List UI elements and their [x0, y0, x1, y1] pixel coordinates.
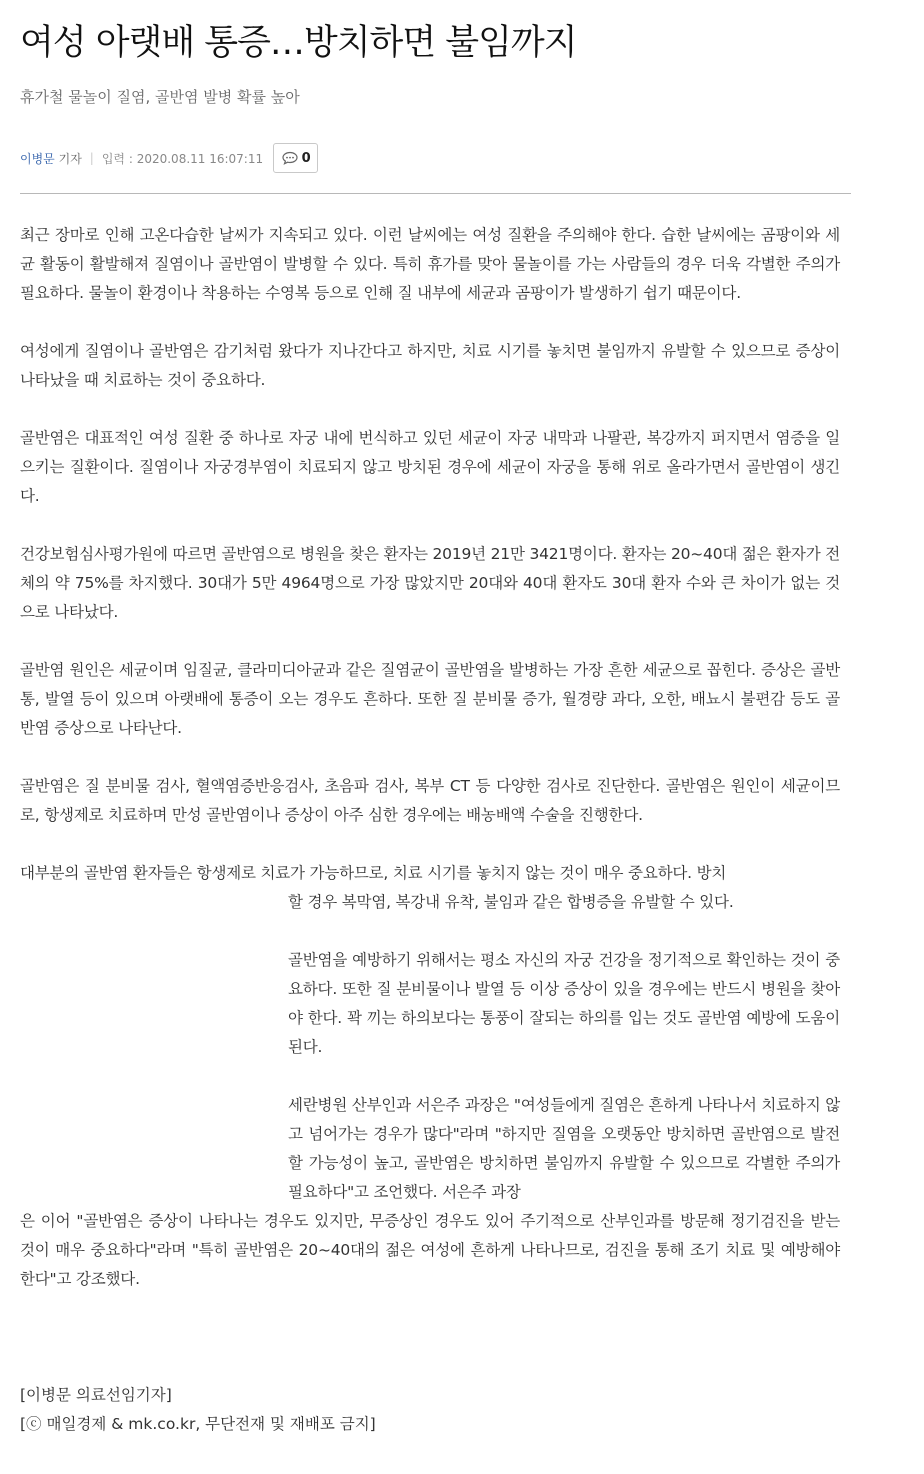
article-credit [20, 1381, 376, 1439]
reporter-byline[interactable] [20, 150, 82, 167]
article-meta [20, 142, 318, 174]
comment-count: 0 [301, 150, 311, 166]
reporter-credit: [이병문 의료선임기자] [20, 1386, 172, 1404]
article-paragraph: 골반염 원인은 세균이며 임질균, 클라미디아균과 같은 질염균이 골반염을 발병하는 가장 흔한 세균으로 꼽힌다. 증상은 골반통, 발열 등이 있으며 아랫배에 통증이 오는 경우도 흔하다. 또한 질 분비물 증가, 월경량 과다, 오한, 배뇨시 불편감 등도 골반염 증상으로 나타난다. [20, 661, 840, 737]
header-divider [20, 193, 851, 194]
paragraph-line: 대부분의 골반염 환자들은 항생제로 치료가 가능하므로, 치료 시기를 놓치지 않는 것이 매우 중요하다. 방치 [20, 864, 727, 882]
copyright-notice: [ⓒ 매일경제 & mk.co.kr, 무단전재 및 재배포 금지] [20, 1415, 376, 1433]
article-headline: 여성 아랫배 통증…방치하면 불임까지 [20, 23, 577, 63]
article-body [20, 221, 840, 1294]
article-paragraph: 골반염은 질 분비물 검사, 혈액염증반응검사, 초음파 검사, 복부 CT 등 다양한 검사로 진단한다. 골반염은 원인이 세균이므로, 항생제로 치료하며 만성 골반염이나 증상이 아주 심한 경우에는 배농배액 수술을 진행한다. [20, 777, 840, 824]
article-paragraph: 골반염은 대표적인 여성 질환 중 하나로 자궁 내에 번식하고 있던 세균이 자궁 내막과 나팔관, 복강까지 퍼지면서 염증을 일으키는 질환이다. 질염이나 자궁경부염이 치료되지 않고 방치된 경우에 세균이 자궁을 통해 위로 올라가면서 골반염이 생긴다. [20, 429, 840, 505]
paragraph-continuation: 할 경우 복막염, 복강내 유착, 불임과 같은 합병증을 유발할 수 있다. [288, 893, 734, 911]
comment-button[interactable] [273, 143, 318, 173]
article-subheadline: 휴가철 물놀이 질염, 골반염 발병 확률 높아 [20, 88, 300, 106]
article-paragraph: 여성에게 질염이나 골반염은 감기처럼 왔다가 지나간다고 하지만, 치료 시기를 놓치면 불임까지 유발할 수 있으므로 증상이 나타났을 때 치료하는 것이 중요하다. [20, 342, 840, 389]
article-paragraph-prevention: 골반염을 예방하기 위해서는 평소 자신의 자궁 건강을 정기적으로 확인하는 것이 중요하다. 또한 질 분비물이나 발열 등 이상 증상이 있을 경우에는 반드시 병원을 찾아야 한다. 꽉 끼는 하의보다는 통풍이 잘되는 하의를 입는 것도 골반염 예방에 도움이 된다. [288, 951, 840, 1056]
reporter-role: 기자 [58, 151, 82, 166]
speech-bubble-icon [281, 151, 299, 165]
article-paragraph-quote [20, 1091, 840, 1294]
article-paragraph: 최근 장마로 인해 고온다습한 날씨가 지속되고 있다. 이런 날씨에는 여성 질환을 주의해야 한다. 습한 날씨에는 곰팡이와 세균 활동이 활발해져 질염이나 골반염이 발병할 수 있다. 특히 휴가를 맞아 물놀이를 가는 사람들의 경우 더욱 각별한 주의가 필요하다. 물놀이 환경이나 착용하는 수영복 등으로 인해 질 내부에 세균과 곰팡이가 발생하기 쉽기 때문이다. [20, 226, 840, 302]
quote-continuation: 은 이어 "골반염은 증상이 나타나는 경우도 있지만, 무증상인 경우도 있어 주기적으로 산부인과를 방문해 정기검진을 받는 것이 매우 중요하다"라며 "특히 골반염은 20~40대의 젊은 여성에 흔하게 나타나므로, 검진을 통해 조기 치료 및 예방해야 한다"고 강조했다. [20, 1212, 840, 1288]
meta-divider: | [89, 151, 94, 165]
reporter-name[interactable]: 이병문 [20, 151, 55, 166]
article-paragraph-treatment [20, 859, 840, 917]
article-paragraph: 건강보험심사평가원에 따르면 골반염으로 병원을 찾은 환자는 2019년 21만 3421명이다. 환자는 20~40대 젊은 환자가 전체의 약 75%를 차지했다. 30대가 5만 4964명으로 가장 많았지만 20대와 40대 환자도 30대 환자 수와 큰 차이가 없는 것으로 나타났다. [20, 545, 840, 621]
published-time: 입력 : 2020.08.11 16:07:11 [101, 151, 264, 166]
quote-indented-part: 세란병원 산부인과 서은주 과장은 "여성들에게 질염은 흔하게 나타나서 치료하지 않고 넘어가는 경우가 많다"라며 "하지만 질염을 오랫동안 방치하면 골반염으로 발전할 가능성이 높고, 골반염은 방치하면 불임까지 유발할 수 있으므로 각별한 주의가 필요하다"고 조언했다. 서은주 과장 [288, 1096, 840, 1201]
